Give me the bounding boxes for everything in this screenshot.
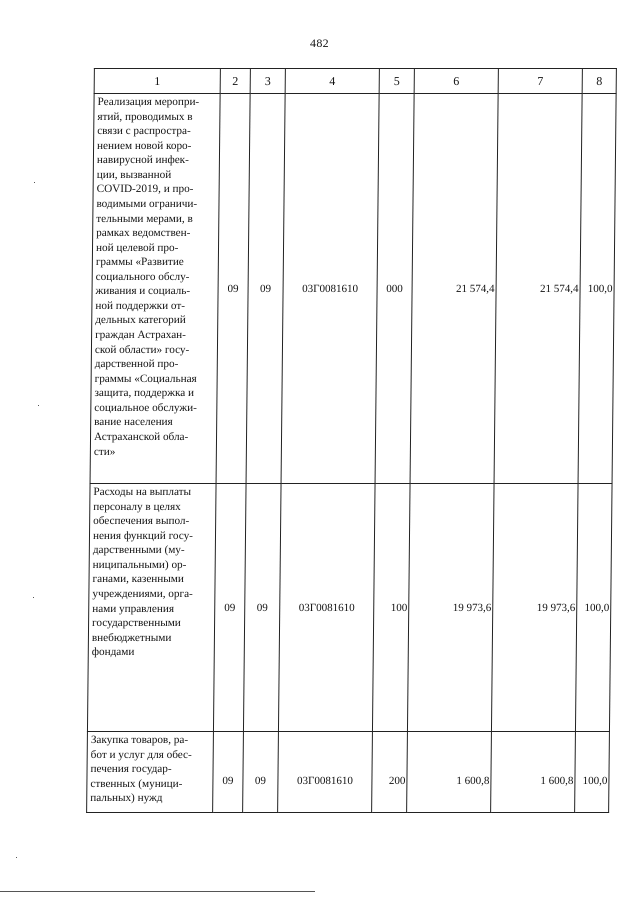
cell-amount-planned: 19 973,6 xyxy=(407,484,494,732)
cell-section: 09 xyxy=(213,732,244,813)
header-col-1: 1 xyxy=(94,69,220,94)
page-number: 482 xyxy=(310,36,329,50)
cell-section: 09 xyxy=(216,94,250,484)
cell-amount-planned: 21 574,4 xyxy=(410,94,498,484)
cell-amount-executed: 1 600,8 xyxy=(491,732,576,813)
bottom-rule xyxy=(0,891,315,892)
scan-speck xyxy=(38,405,39,406)
row-name-cell xyxy=(90,94,220,484)
cell-target-article: 03Г0081610 xyxy=(281,94,379,484)
cell-amount-executed: 19 973,6 xyxy=(491,484,578,732)
header-col-4: 4 xyxy=(285,69,379,94)
cell-subsection: 09 xyxy=(243,484,281,732)
cell-target-article: 03Г0081610 xyxy=(278,484,375,732)
cell-subsection: 09 xyxy=(246,94,285,484)
cell-expense-type: 200 xyxy=(372,732,408,813)
table-row xyxy=(87,484,612,732)
row-name-cell xyxy=(87,484,216,732)
cell-section: 09 xyxy=(213,484,246,732)
cell-expense-type: 100 xyxy=(372,484,410,732)
header-col-3: 3 xyxy=(250,69,285,94)
row-name: Расходы на выплаты персоналу в целях обеспечения выпол- нения функций госу- дарственными (му- ниципальными) ор- ганами, казенными учреждениями, орга- нами управления государственными внебюджетными фондами xyxy=(91,486,194,659)
row-name: Закупка товаров, ра- бот и услуг для обес- печения государ- ственных (муници- пальных) нужд xyxy=(90,734,192,805)
header-col-8: 8 xyxy=(582,69,616,94)
header-col-6: 6 xyxy=(414,69,498,94)
scan-speck xyxy=(33,597,34,598)
cell-amount-executed: 21 574,4 xyxy=(494,94,582,484)
table-row xyxy=(87,732,610,813)
cell-percent: 100,0 xyxy=(578,94,616,484)
scan-speck xyxy=(34,182,35,183)
row-name: Реализация меропри- ятий, проводимых в связи с распростра- нением новой коро- навирусной инфек- ции, вызванной COVID-2019, и про- водимыми ограничи- тельными мерами, в рамках ведомствен- ной целевой про- граммы «Развитие социального обслу- живания и социаль- ной поддержки от- дельных категорий граждан Астрахан- ской области» госу- дарственной про- граммы «Социальная защита, поддержка и социальное обслужи- вание населения Астраханской обла- сти» xyxy=(93,96,200,458)
cell-percent: 100,0 xyxy=(575,484,612,732)
row-name-cell xyxy=(87,732,214,813)
cell-amount-planned: 1 600,8 xyxy=(407,732,492,813)
budget-table xyxy=(86,68,617,813)
cell-target-article: 03Г0081610 xyxy=(278,732,373,813)
header-col-7: 7 xyxy=(498,69,582,94)
header-row xyxy=(94,69,616,94)
cell-expense-type: 000 xyxy=(375,94,414,484)
header-col-5: 5 xyxy=(379,69,414,94)
cell-subsection: 09 xyxy=(243,732,279,813)
scan-speck xyxy=(16,857,17,858)
header-col-2: 2 xyxy=(220,69,250,94)
table-row xyxy=(90,94,616,484)
cell-percent: 100,0 xyxy=(575,732,610,813)
